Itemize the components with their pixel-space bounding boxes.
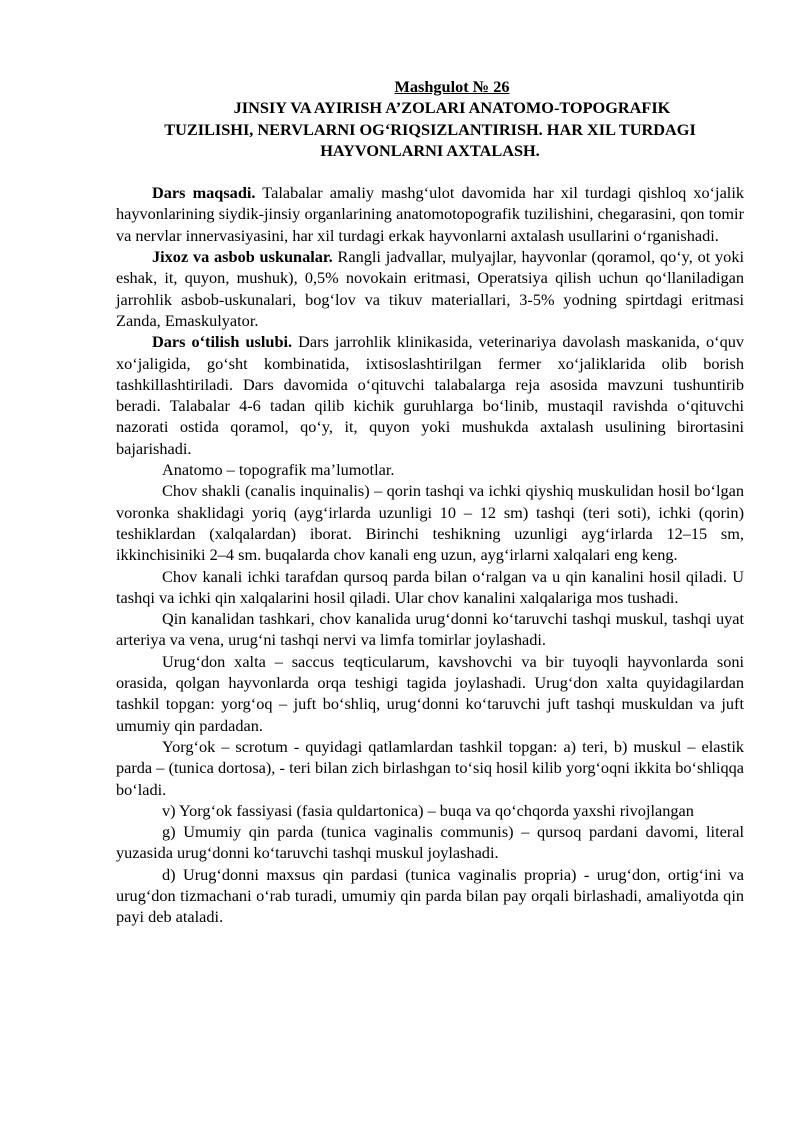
body-paragraph: Chov shakli (canalis inquinalis) – qorin tashqi va ichki qiyshiq muskulidan hosil bo‘lgan voronka shaklidagi yoriq (ayg‘irlarda uzunligi 10 – 12 sm) tashqi (teri soti), ichki (qorin) teshiklardan (xalqalardan) iborat. Birinchi teshikning uzunligi ayg‘irlarda 12–15 sm, ikkinchisiniki 2–4 sm. buqalarda chov kanali eng uzun, ayg‘irlarni xalqalari eng keng. [116, 481, 744, 565]
method-paragraph [116, 331, 744, 459]
aim-paragraph [116, 182, 744, 246]
body-paragraph: Chov kanali ichki tarafdan qursoq parda bilan o‘ralgan va u qin kanalini hosil qiladi. U tashqi va ichki qin xalqalarini hosil qiladi. Ular chov kanalini xalqalariga mos tushadi. [116, 566, 744, 607]
equipment-text: Rangli jadvallar, mulyajlar, hayvonlar (qoramol, qo‘y, ot yoki eshak, it, quyon, mushuk), 0,5% novokain eritmasi, Operatsiya qilish uchun qo‘llaniladigan jarrohlik asbob-uskunalari, bog‘lov va tikuv materiallari, 3-5% yodning spirtdagi eritmasi Zanda, Emaskulyator. [116, 247, 744, 330]
body-paragraph: d) Urug‘donni maxsus qin pardasi (tunica vaginalis propria) - urug‘don, ortig‘ini va urug‘don tizmachani o‘rab turadi, umumiy qin parda bilan pay orqali birlashadi, amaliyotda qin payi deb ataladi. [116, 864, 744, 927]
aim-text: Talabalar amaliy mashg‘ulot davomida har xil turdagi qishloq xo‘jalik hayvonlarining siydik-jinsiy organlarining anatomotopografik tuzilishini, chegarasini, qon tomir va nervlar innervasiyasini, har xil turdagi erkak hayvonlarni axtalash usullarini o‘rganishadi. [116, 183, 744, 245]
title-line-1: JINSIY VA AYIRISH A’ZOLARI ANATOMO-TOPOGRAFIK [233, 98, 671, 118]
spacer [116, 161, 744, 182]
equipment-label: Jixoz va asbob uskunalar. [152, 247, 333, 267]
document-title [116, 97, 744, 161]
lesson-number: Mashgulot № 26 [394, 77, 510, 96]
lesson-header [116, 76, 744, 97]
aim-label: Dars maqsadi. [152, 183, 256, 203]
document-page [116, 76, 744, 928]
body-paragraph: g) Umumiy qin parda (tunica vaginalis communis) – qursoq pardani davomi, literal yuzasida urug‘donni ko‘taruvchi tashqi muskul joylashadi. [116, 822, 744, 863]
body-paragraph: v) Yorg‘ok fassiyasi (fasia quldartonica) – buqa va qo‘chqorda yaxshi rivojlangan [162, 800, 694, 820]
body-paragraph: Urug‘don xalta – saccus teqticularum, kavshovchi va bir tuyoqli hayvonlarda soni orasida, qolgan hayvonlarda orqa teshigi tagida joylashadi. Urug‘don xalta quyidagilardan tashkil topgan: yorg‘oq – juft bo‘shliq, urug‘donni ko‘taruvchi juft tashqi muskuldan va juft umumiy qin pardadan. [116, 651, 744, 735]
title-line-3: HAYVONLARNI AXTALASH. [320, 140, 540, 160]
method-label: Dars o‘tilish uslubi. [152, 332, 293, 352]
equipment-paragraph [116, 246, 744, 331]
body-paragraph: Yorg‘ok – scrotum - quyidagi qatlamlardan tashkil topgan: a) teri, b) muskul – elastik parda – (tunica dortosa), - teri bilan zich birlashgan to‘siq hosil kilib yorg‘oqni ikkita bo‘shliqqa bo‘ladi. [116, 736, 744, 799]
body-paragraph: Qin kanalidan tashkari, chov kanalida urug‘donni ko‘taruvchi tashqi muskul, tashqi uyat arteriya va vena, urug‘ni tashqi nervi va limfa tomirlar joylashadi. [116, 609, 744, 650]
method-text: Dars jarrohlik klinikasida, veterinariya davolash maskanida, o‘quv xo‘jaligida, go‘sht kombinatida, ixtisoslashtirilgan fermer xo‘jaliklarida olib borish tashkillashtiriladi. Dars davomida o‘qituvchi talabalarga reja asosida mavzuni tushuntirib beradi. Talabalar 4-6 tadan qilib kichik guruhlarga bo‘linib, mustaqil ravishda o‘qituvchi nazorati ostida qoramol, qo‘y, it, quyon yoki mushukda axtalash usulining birortasini bajarishadi. [116, 332, 744, 458]
title-line-2: TUZILISHI, NERVLARNI OG‘RIQSIZLANTIRISH. HAR XIL TURDAGI [164, 119, 696, 139]
body-paragraph: Anatomo – topografik ma’lumotlar. [162, 460, 395, 480]
